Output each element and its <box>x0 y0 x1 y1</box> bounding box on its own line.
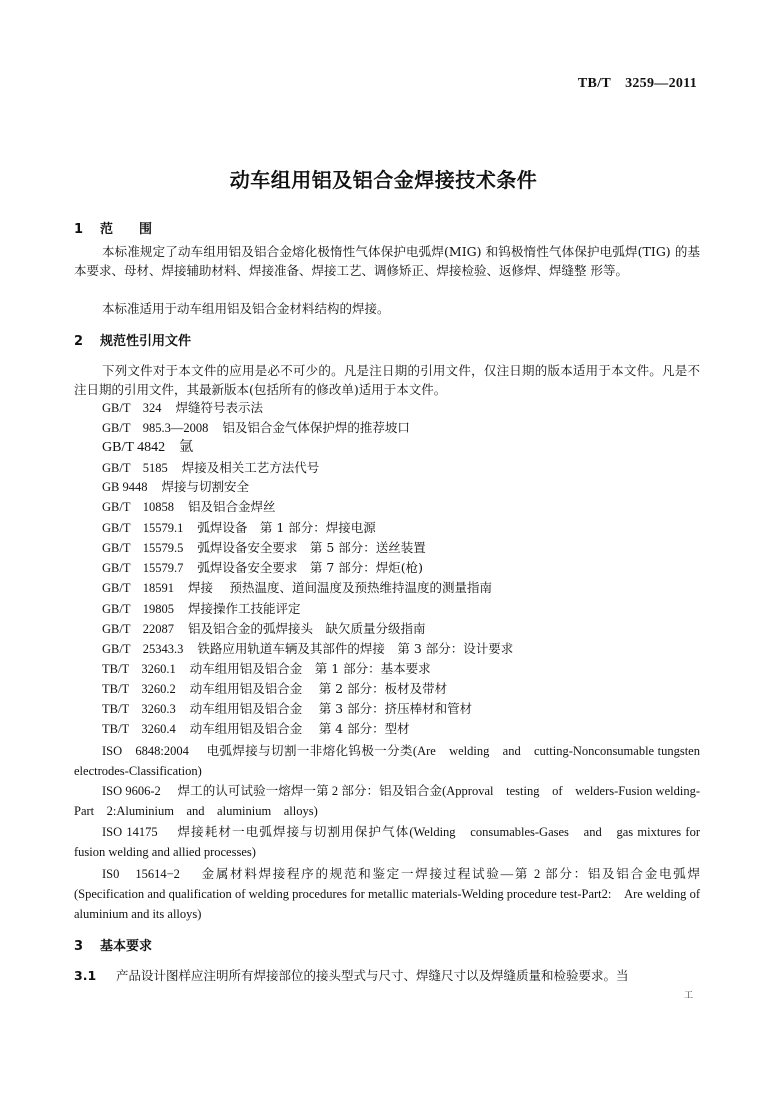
references-intro: 下列文件对于本文件的应用是必不可少的。凡是注日期的引用文件，仅注日期的版本适用于本文件。凡是不注日期的引用文件，其最新版本(包括所有的修改单)适用于本文件。 <box>74 363 700 397</box>
section-title-part: 围 <box>139 222 153 237</box>
section-number: 2 <box>74 334 84 349</box>
section-number: 1 <box>74 222 84 237</box>
section-3-heading <box>74 935 152 954</box>
section-title-part: 范 <box>100 222 114 237</box>
clause-3-1 <box>74 966 700 985</box>
clause-number: 3.1 <box>74 968 97 983</box>
reference-item: GB/T 10858 铝及铝合金焊丝 <box>102 499 276 514</box>
standard-number: TB/T 3259—2011 <box>577 76 697 91</box>
reference-item-wrapped: ISO 9606-2 焊工的认可试验一熔焊一第 2 部分：铝及铝合金(Approval testing of welders-Fusion welding-Part 2:Aluminium and aluminium alloys) <box>74 784 700 818</box>
section-title: 基本要求 <box>100 939 153 954</box>
section-2-heading <box>74 330 191 349</box>
scope-paragraph: 本标准规定了动车组用铝及铝合金熔化极惰性气体保护电弧焊(MIG) 和钨极惰性气体保护电弧焊(TIG) 的基本要求、母材、焊接辅助材料、焊接准备、焊接工艺、调修矫正、焊接检验、返修焊、焊缝整 形等。 <box>74 244 700 278</box>
reference-item: GB/T 15579.5 弧焊设备安全要求 第 5 部分：送丝装置 <box>102 540 426 555</box>
reference-item-wrapped: ISO 6848:2004 电弧焊接与切割一非熔化钨极一分类(Are welding and cutting-Nonconsumable tungsten electrodes-Classification) <box>74 744 716 778</box>
clause-text: 产品设计图样应注明所有焊接部位的接头型式与尺寸、焊缝尺寸以及焊缝质量和检验要求。当 <box>116 968 629 983</box>
scope-applicability-paragraph: 本标准适用于动车组用铝及铝合金材料结构的焊接。 <box>102 301 390 316</box>
section-title: 规范性引用文件 <box>100 334 192 349</box>
reference-item: GB/T 324 焊缝符号表示法 <box>102 400 264 415</box>
reference-item: GB/T 18591 焊接 预热温度、道间温度及预热维持温度的测量指南 <box>102 580 492 595</box>
reference-item: TB/T 3260.4 动车组用铝及铝合金 第 4 部分：型材 <box>102 721 410 736</box>
reference-item: GB 9448 焊接与切割安全 <box>102 479 250 494</box>
reference-item: GB/T 25343.3 铁路应用轨道车辆及其部件的焊接 第 3 部分：设计要求 <box>102 641 514 656</box>
section-number: 3 <box>74 939 84 954</box>
reference-item: GB/T 15579.7 弧焊设备安全要求 第 7 部分：焊炬(枪) <box>102 560 424 575</box>
reference-item: GB/T 22087 铝及铝合金的弧焊接头 缺欠质量分级指南 <box>102 621 426 636</box>
reference-item-wrapped: ISO 14175 焊接耗材一电弧焊接与切割用保护气体(Welding consumables-Gases and gas mixtures for fusion welding and allied processes) <box>74 825 700 859</box>
footer-mark: 工 <box>683 991 693 1001</box>
reference-item: GB/T 4842 氩 <box>102 439 194 455</box>
reference-item: GB/T 15579.1 弧焊设备 第 1 部分：焊接电源 <box>102 520 376 535</box>
reference-item: GB/T 5185 焊接及相关工艺方法代号 <box>102 460 320 475</box>
reference-item: GB/T 985.3—2008 铝及铝合金气体保护焊的推荐坡口 <box>102 420 410 435</box>
reference-item: GB/T 19805 焊接操作工技能评定 <box>102 601 301 616</box>
reference-item: TB/T 3260.3 动车组用铝及铝合金 第 3 部分：挤压棒材和管材 <box>102 701 473 716</box>
reference-item: TB/T 3260.2 动车组用铝及铝合金 第 2 部分：板材及带材 <box>102 681 448 696</box>
document-title: 动车组用铝及铝合金焊接技术条件 <box>229 168 538 192</box>
reference-item: TB/T 3260.1 动车组用铝及铝合金 第 1 部分：基本要求 <box>102 661 431 676</box>
reference-item-wrapped: IS0 15614−2 金属材料焊接程序的规范和鉴定一焊接过程试验—第 2 部分：铝及铝合金电弧焊 (Specification and qualification of welding procedures for metallic materials-Welding procedure test-Part2: Are welding of aluminium and its alloys) <box>74 867 700 921</box>
section-1-heading <box>74 218 152 237</box>
